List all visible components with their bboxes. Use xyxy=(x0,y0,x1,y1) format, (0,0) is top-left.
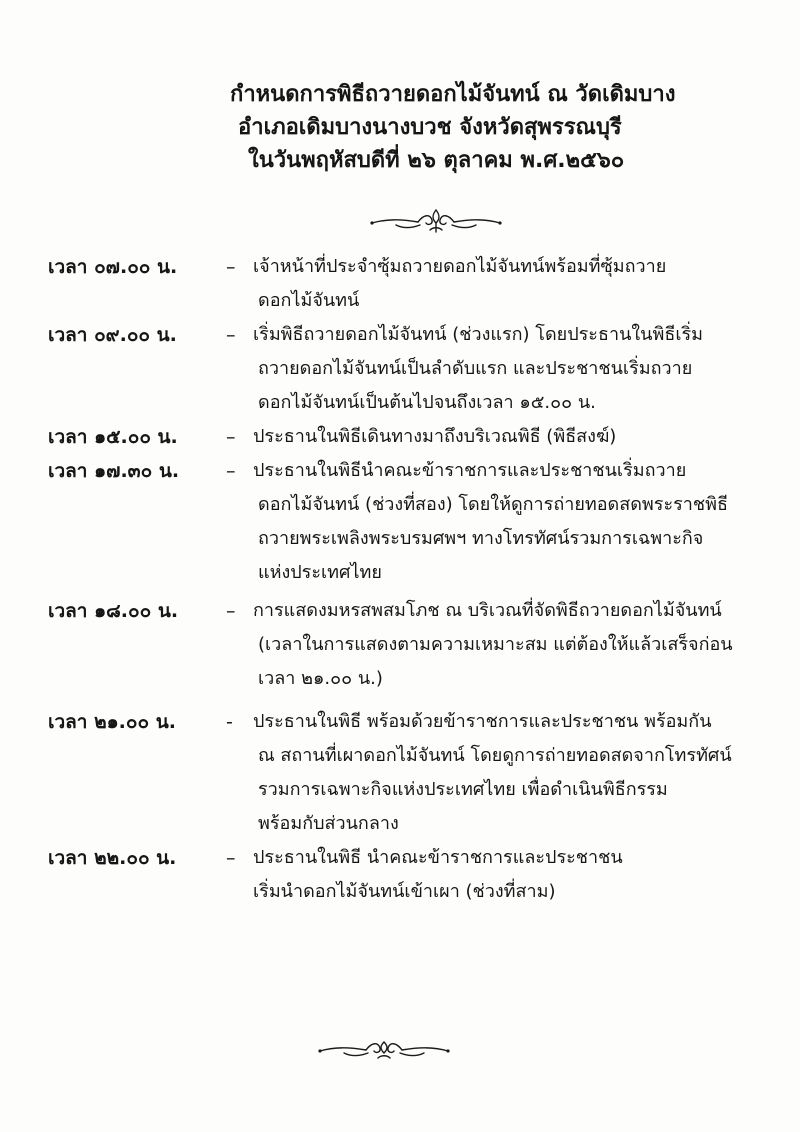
schedule-dash: – xyxy=(226,256,236,278)
schedule-description xyxy=(253,250,778,318)
header-title-line-2: อำเภอเดิมบางนางบวช จังหวัดสุพรรณบุรี xyxy=(238,115,622,140)
description-line: เวลา ๒๑.๐๐ น.) xyxy=(258,668,383,689)
schedule-dash: – xyxy=(226,460,236,482)
description-line: เริ่มนำดอกไม้จันทน์เข้าเผา (ช่วงที่สาม) xyxy=(253,881,556,902)
schedule-time: เวลา ๒๑.๐๐ น. xyxy=(48,711,176,733)
schedule-entry xyxy=(48,841,778,909)
schedule-description xyxy=(253,594,778,696)
description-line: ดอกไม้จันทน์ (ช่วงที่สอง) โดยให้ดูการถ่ายทอดสดพระราชพิธี xyxy=(258,494,728,515)
description-line: การแสดงมหรสพสมโภช ณ บริเวณที่จัดพิธีถวายดอกไม้จันทน์ xyxy=(253,600,722,621)
schedule-dash: – xyxy=(226,426,236,448)
schedule-time: เวลา ๐๗.๐๐ น. xyxy=(48,256,178,278)
document-header xyxy=(230,78,710,177)
header-title-line-1: กำหนดการพิธีถวายดอกไม้จันทน์ ณ วัดเดิมบาง xyxy=(230,82,676,107)
schedule-entry xyxy=(48,318,778,420)
description-line: แห่งประเทศไทย xyxy=(258,562,382,583)
ornament-divider-icon xyxy=(314,1036,454,1066)
description-line: พร้อมกับส่วนกลาง xyxy=(258,813,399,834)
description-line: (เวลาในการแสดงตามความเหมาะสม แต่ต้องให้แล้วเสร็จก่อน xyxy=(258,634,733,655)
ornament-divider-icon xyxy=(366,206,506,236)
description-line: ประธานในพิธี พร้อมด้วยข้าราชการและประชาชน พร้อมกัน xyxy=(253,711,712,732)
schedule-dash: – xyxy=(226,600,236,622)
schedule-list xyxy=(48,250,778,909)
description-line: ประธานในพิธีนำคณะข้าราชการและประชาชนเริ่มถวาย xyxy=(253,460,687,481)
schedule-description xyxy=(253,420,778,454)
schedule-time: เวลา ๑๕.๐๐ น. xyxy=(48,426,178,448)
schedule-entry xyxy=(48,454,778,590)
description-line: ดอกไม้จันทน์เป็นต้นไปจนถึงเวลา ๑๕.๐๐ น. xyxy=(258,392,596,413)
schedule-time: เวลา ๐๙.๐๐ น. xyxy=(48,324,177,346)
header-title-line-3: ในวันพฤหัสบดีที่ ๒๖ ตุลาคม พ.ศ.๒๕๖๐ xyxy=(248,148,625,173)
description-line: ถวายพระเพลิงพระบรมศพฯ ทางโทรทัศน์รวมการเฉพาะกิจ xyxy=(258,528,704,549)
description-line: รวมการเฉพาะกิจแห่งประเทศไทย เพื่อดำเนินพิธีกรรม xyxy=(258,779,668,800)
description-line: ดอกไม้จันทน์ xyxy=(258,290,360,311)
schedule-entry xyxy=(48,594,778,696)
description-line: ถวายดอกไม้จันทน์เป็นลำดับแรก และประชาชนเริ่มถวาย xyxy=(258,358,693,379)
schedule-description xyxy=(253,454,778,590)
description-line: เริ่มพิธีถวายดอกไม้จันทน์ (ช่วงแรก) โดยประธานในพิธีเริ่ม xyxy=(253,324,703,345)
description-line: ประธานในพิธี นำคณะข้าราชการและประชาชน xyxy=(253,847,623,868)
description-line: ณ สถานที่เผาดอกไม้จันทน์ โดยดูการถ่ายทอดสดจากโทรทัศน์ xyxy=(258,745,732,766)
schedule-dash: - xyxy=(226,711,233,733)
schedule-description xyxy=(253,841,778,909)
schedule-description xyxy=(253,318,778,420)
schedule-dash: – xyxy=(226,324,236,346)
schedule-dash: – xyxy=(226,847,236,869)
schedule-time: เวลา ๒๒.๐๐ น. xyxy=(48,847,177,869)
description-line: ประธานในพิธีเดินทางมาถึงบริเวณพิธี (พิธีสงฆ์) xyxy=(253,426,617,447)
schedule-description xyxy=(253,705,778,841)
schedule-time: เวลา ๑๘.๐๐ น. xyxy=(48,600,179,622)
description-line: เจ้าหน้าที่ประจำซุ้มถวายดอกไม้จันทน์พร้อมที่ซุ้มถวาย xyxy=(253,256,667,277)
schedule-entry xyxy=(48,250,778,318)
schedule-time: เวลา ๑๗.๓๐ น. xyxy=(48,460,180,482)
schedule-entry xyxy=(48,705,778,841)
schedule-entry xyxy=(48,420,778,454)
